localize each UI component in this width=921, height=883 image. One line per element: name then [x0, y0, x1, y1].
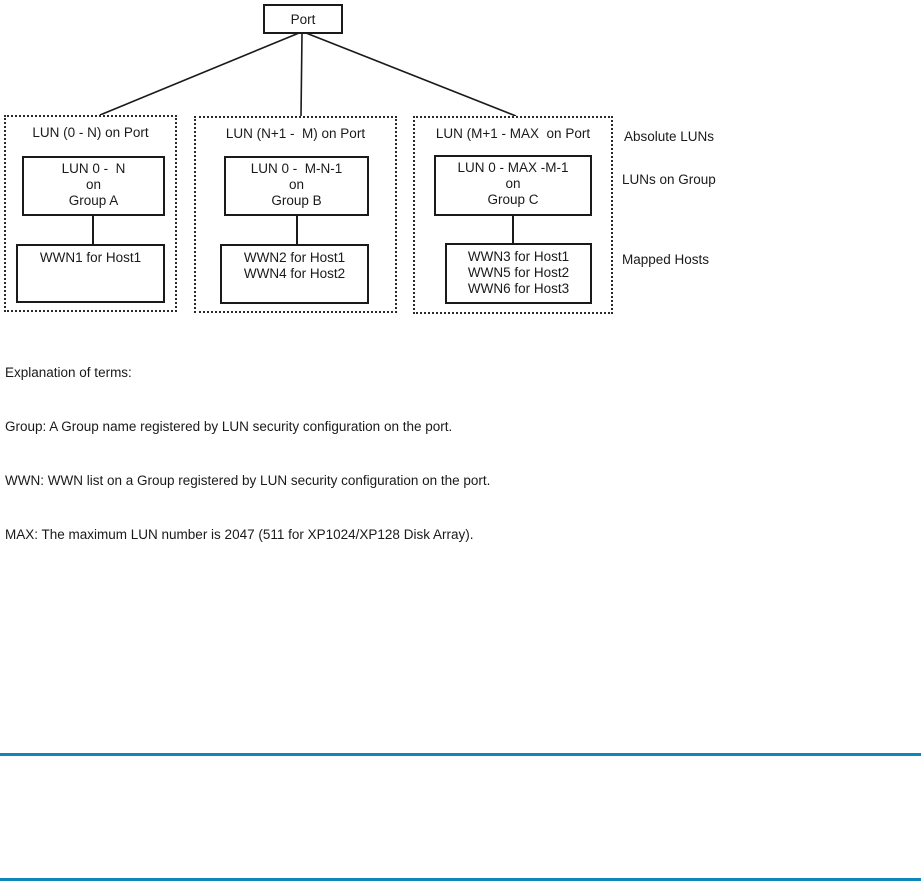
tree-edge-right	[306, 33, 516, 116]
port-node-label: Port	[290, 11, 316, 27]
explanation-line-max: MAX: The maximum LUN number is 2047 (511 for XP1024/XP128 Disk Array).	[5, 527, 474, 542]
wwn-c-line1: WWN3 for Host1	[467, 249, 570, 264]
group-a-box	[22, 156, 165, 216]
group-c-line3: Group C	[487, 192, 539, 207]
group-b-box	[224, 156, 369, 216]
explanation-block	[5, 328, 490, 580]
wwn-box-b	[220, 244, 369, 304]
divider-rule-top	[0, 753, 921, 756]
group-c-line1: LUN 0 - MAX -M-1	[457, 160, 569, 175]
wwn-c-line2: WWN5 for Host2	[467, 265, 570, 280]
wwn-box-a	[16, 244, 165, 303]
wwn-box-c	[445, 243, 592, 304]
group-b-line1: LUN 0 - M-N-1	[250, 161, 343, 176]
row-label-luns-on-group: LUNs on Group	[622, 172, 716, 187]
group-a-line2: on	[85, 177, 102, 192]
wwn-b-line2: WWN4 for Host2	[243, 266, 346, 281]
column-b-heading: LUN (N+1 - M) on Port	[225, 126, 366, 141]
wwn-a-line1: WWN1 for Host1	[39, 250, 142, 265]
group-c-box	[434, 155, 592, 216]
tree-edge-middle	[301, 33, 302, 116]
connector-c	[512, 216, 514, 243]
row-label-mapped-hosts: Mapped Hosts	[622, 252, 710, 267]
tree-edge-left	[100, 33, 299, 115]
column-a-heading: LUN (0 - N) on Port	[32, 125, 149, 140]
lun-column-c	[413, 116, 613, 314]
connector-b	[296, 216, 298, 244]
row-label-absolute-luns: Absolute LUNs	[624, 129, 715, 144]
group-a-line3: Group A	[68, 193, 119, 208]
wwn-c-line3: WWN6 for Host3	[467, 281, 570, 296]
group-b-line2: on	[288, 177, 305, 192]
explanation-title: Explanation of terms:	[5, 365, 132, 380]
group-c-line2: on	[505, 176, 521, 191]
explanation-line-group: Group: A Group name registered by LUN security configuration on the port.	[5, 419, 453, 434]
lun-column-a	[4, 115, 177, 312]
divider-rule-bottom	[0, 878, 921, 881]
tree-edges	[0, 0, 921, 120]
group-b-line3: Group B	[271, 193, 322, 208]
explanation-line-wwn: WWN: WWN list on a Group registered by LUN security configuration on the port.	[5, 473, 491, 488]
group-a-line1: LUN 0 - N	[61, 161, 126, 176]
column-c-heading: LUN (M+1 - MAX on Port	[435, 126, 591, 141]
connector-a	[92, 216, 94, 244]
wwn-b-line1: WWN2 for Host1	[243, 250, 346, 265]
lun-column-b	[194, 116, 397, 313]
